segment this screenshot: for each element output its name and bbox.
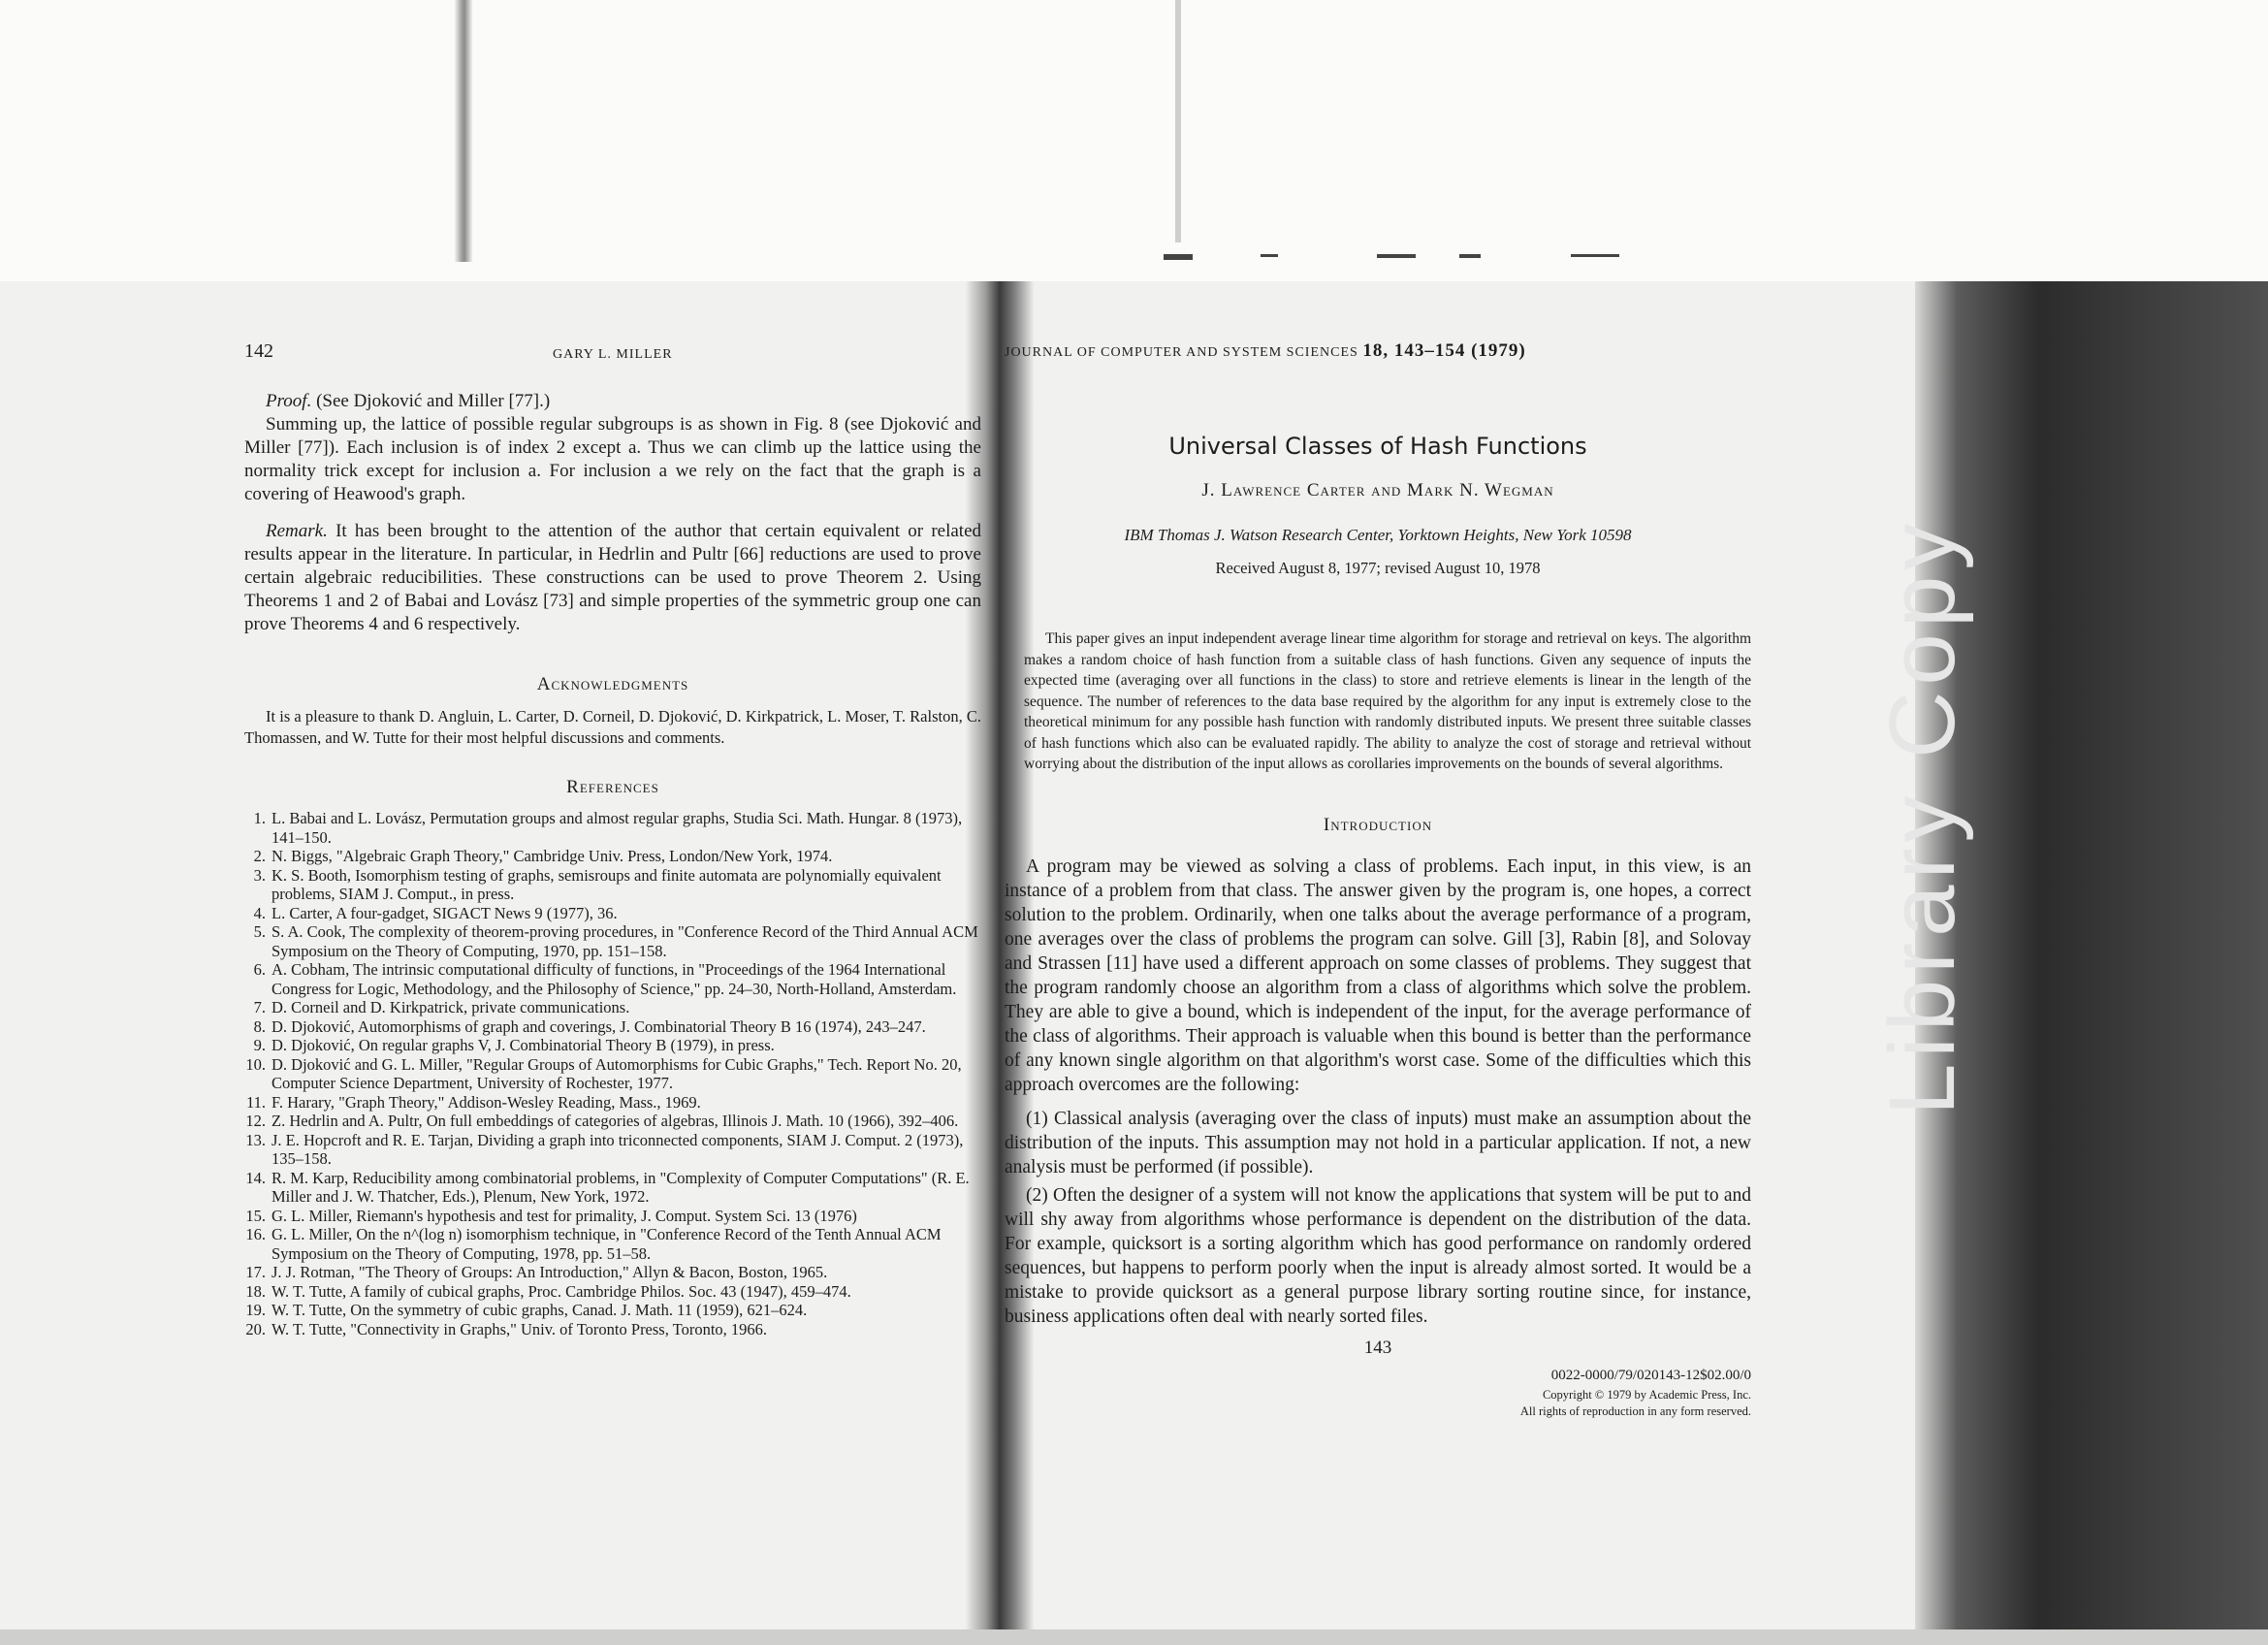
received-date: Received August 8, 1977; revised August 10, 1978 — [1215, 559, 1541, 577]
intro-paragraph-3: (2) Often the designer of a system will not know the applications that system will be put to and will shy away from algorithms whose performance is dependent on the distribution of the data. For example, quicksort is a sorting algorithm which has good performance on randomly ordered sequences, but happens to perform poorly when the input is already almost sorted. It would be a mistake to provide quicksort as a general purpose library sorting routine since, for instance, business applications often deal with nearly sorted files. — [1005, 1184, 1751, 1327]
reference-number: 6. — [253, 960, 266, 979]
reference-text: S. A. Cook, The complexity of theorem-proving procedures, in "Conference Record of the Third Annual ACM Symposium on the Theory of Computing, 1970, pp. 151–158. — [272, 922, 978, 960]
reference-item — [244, 1225, 981, 1263]
reference-text: D. Corneil and D. Kirkpatrick, private communications. — [272, 998, 630, 1016]
reference-item — [244, 1055, 981, 1093]
reference-text: R. M. Karp, Reducibility among combinatorial problems, in "Complexity of Computer Computations" (R. E. Miller and J. W. Thatcher, Eds.), Plenum, New York, 1972. — [272, 1168, 970, 1206]
left-page-header — [244, 339, 981, 363]
reference-number: 7. — [253, 998, 266, 1016]
article-code: 0022-0000/79/020143-12$02.00/0 — [1550, 1367, 1751, 1383]
reference-number: 20. — [245, 1319, 266, 1339]
remark-text: It has been brought to the attention of the author that certain equivalent or related results appear in the literature. In particular, in Hedrlin and Pultr [66] reductions are used to prove certain algebraic reducibilities. These constructions can be used to prove Theorem 2. Using Theorems 1 and 2 of Babai and Lovász [73] and simple properties of the symmetric group one can prove Theorems 4 and 6 respectively. — [244, 521, 982, 634]
reference-text: J. E. Hopcroft and R. E. Tarjan, Dividing a graph into triconnected components, SIAM J. Comput. 2 (1973), 135–158. — [272, 1130, 964, 1168]
reference-item — [244, 809, 981, 847]
abstract: This paper gives an input independent average linear time algorithm for storage and retrieval on keys. The algorithm makes a random choice of hash function from a suitable class of hash functions. Given any sequence of inputs the expected time (averaging over all functions in the class) to store and retrieve elements is linear in the length of the sequence. The number of references to the data base required by the algorithm for any input is extremely close to the theoretical minimum for any possible hash function with randomly distributed inputs. We present three suitable classes of hash functions which also can be evaluated rapidly. The ability to analyze the cost of storage and retrieval without worrying about the distribution of the input allows as corollaries improvements on the bounds of several algorithms. — [1024, 630, 1751, 772]
reference-item — [244, 1282, 981, 1302]
reference-text: Z. Hedrlin and A. Pultr, On full embeddings of categories of algebras, Illinois J. Math. 10 (1966), 392–406. — [272, 1112, 959, 1130]
reference-item — [244, 904, 981, 923]
scan-bottom-strip — [0, 1629, 2268, 1645]
right-page-header — [1005, 339, 1751, 363]
journal-volume: 18, 143–154 (1979) — [1362, 340, 1526, 361]
intro-paragraph-2: (1) Classical analysis (averaging over the class of inputs) must make an assumption about the distribution of the inputs. This assumption may not hold in a particular application. If not, a new analysis must be performed (if possible). — [1005, 1108, 1751, 1177]
scan-background-top — [0, 0, 2268, 281]
scan-smudge — [1164, 254, 1193, 260]
reference-text: N. Biggs, "Algebraic Graph Theory," Cambridge Univ. Press, London/New York, 1974. — [272, 847, 833, 865]
reference-text: D. Djoković, Automorphisms of graph and coverings, J. Combinatorial Theory B 16 (1974), 243–247. — [272, 1016, 926, 1036]
journal-header — [1005, 339, 1526, 365]
reference-number: 12. — [245, 1112, 266, 1130]
reference-text: W. T. Tutte, A family of cubical graphs, Proc. Cambridge Philos. Soc. 43 (1947), 459–474. — [272, 1281, 851, 1301]
spine-label: Library Copy — [1870, 517, 1974, 1115]
reference-number: 2. — [253, 847, 266, 865]
reference-number: 16. — [245, 1225, 266, 1243]
reference-number: 3. — [253, 865, 266, 885]
acknowledgments-heading: Acknowledgments — [536, 674, 689, 694]
reference-item — [244, 998, 981, 1017]
reference-item — [244, 1320, 981, 1339]
reference-item — [244, 866, 981, 904]
reference-item — [244, 922, 981, 960]
reference-number: 11. — [245, 1092, 266, 1112]
reference-number: 15. — [245, 1206, 266, 1225]
reference-number: 13. — [245, 1130, 266, 1149]
reference-text: D. Djoković and G. L. Miller, "Regular Groups of Automorphisms for Cubic Graphs," Tech. Report No. 20, Computer Science Department, University of Rochester, 1977. — [272, 1054, 962, 1092]
reference-item — [244, 1036, 981, 1055]
reference-number: 10. — [245, 1054, 266, 1074]
reference-number: 5. — [253, 922, 266, 941]
binding-shadow-left — [454, 0, 473, 262]
reference-number: 1. — [253, 809, 266, 827]
proof-paragraph — [244, 390, 981, 413]
reference-text: G. L. Miller, Riemann's hypothesis and test for primality, J. Comput. System Sci. 13 (1976) — [272, 1206, 857, 1225]
intro-paragraph-1: A program may be viewed as solving a class of problems. Each input, in this view, is an instance of a problem from that class. The answer given by the program is, one hopes, a correct solution to the problem. Ordinarily, when one talks about the average performance of a program, one averages over the class of problems the program can solve. Gill [3], Rabin [8], and Solovay and Strassen [11] have used a different approach on some classes of problems. They suggest that the program randomly choose an algorithm from a class of algorithms which solve the problem. They are able to give a bound, which is independent of the input, for the average performance of the class of algorithms. Their approach is valuable when this bound is better than the performance of any known single algorithm on that algorithm's worst case. Some of the difficulties which this approach overcomes are the following: — [1005, 855, 1751, 1095]
scan-smudge — [1377, 254, 1416, 258]
journal-name: JOURNAL OF COMPUTER AND SYSTEM SCIENCES — [1005, 345, 1358, 360]
acknowledgments-text: It is a pleasure to thank D. Angluin, L. Carter, D. Corneil, D. Djoković, D. Kirkpatrick, L. Moser, T. Ralston, C. Thomassen, and W. Tutte for their most helpful discussions and comments. — [244, 707, 981, 747]
reference-number: 8. — [253, 1016, 266, 1036]
references-heading: References — [566, 777, 659, 797]
left-page — [244, 339, 981, 1339]
reference-text: D. Djoković, On regular graphs V, J. Combinatorial Theory B (1979), in press. — [272, 1036, 775, 1054]
reference-item — [244, 1207, 981, 1226]
remark-paragraph — [244, 520, 981, 636]
reference-text: J. J. Rotman, "The Theory of Groups: An Introduction," Allyn & Bacon, Boston, 1965. — [272, 1263, 828, 1281]
reference-number: 19. — [245, 1301, 266, 1319]
reference-text: L. Babai and L. Lovász, Permutation groups and almost regular graphs, Studia Sci. Math. Hungar. 8 (1973), 141–150. — [272, 809, 963, 847]
reference-number: 14. — [245, 1168, 266, 1187]
scan-smudge — [1261, 254, 1278, 257]
reference-text: A. Cobham, The intrinsic computational difficulty of functions, in "Proceedings of the 1964 International Congress for Logic, Methodology, and the Philosophy of Science," pp. 24–30, North-Holland, Amsterdam. — [272, 960, 957, 998]
binding-shadow-mid — [1175, 0, 1181, 242]
summary-paragraph: Summing up, the lattice of possible regular subgroups is as shown in Fig. 8 (see Djoković and Miller [77]). Each inclusion is of index 2 except a. Thus we can climb up the lattice using the normality trick except for inclusion a. For inclusion a we rely on the fact that the graph is a covering of Heawood's graph. — [244, 414, 981, 504]
reference-item — [244, 1169, 981, 1207]
reference-text: L. Carter, A four-gadget, SIGACT News 9 (1977), 36. — [272, 903, 618, 922]
page-number-bottom: 143 — [1363, 1337, 1392, 1358]
remark-label: Remark. — [266, 521, 328, 541]
reference-item — [244, 1301, 981, 1320]
scan-smudge — [1459, 254, 1481, 258]
reference-item — [244, 1017, 981, 1037]
reference-text: F. Harary, "Graph Theory," Addison-Wesley Reading, Mass., 1969. — [272, 1092, 701, 1112]
paper-authors: J. Lawrence Carter and Mark N. Wegman — [1201, 480, 1554, 500]
reference-text: K. S. Booth, Isomorphism testing of graphs, semisroups and finite automata are polynomially equivalent problems, SIAM J. Comput., in press. — [272, 865, 942, 903]
reference-item — [244, 960, 981, 998]
reference-item — [244, 1263, 981, 1282]
reference-text: G. L. Miller, On the n^(log n) isomorphism technique, in "Conference Record of the Tenth Annual ACM Symposium on the Theory of Computing, 1978, pp. 51–58. — [272, 1225, 942, 1263]
page-number: 142 — [244, 340, 273, 362]
reference-text: W. T. Tutte, On the symmetry of cubic graphs, Canad. J. Math. 11 (1959), 621–624. — [272, 1301, 808, 1319]
affiliation: IBM Thomas J. Watson Research Center, Yorktown Heights, New York 10598 — [1124, 526, 1632, 544]
scan-smudge — [1571, 254, 1619, 257]
reference-item — [244, 1112, 981, 1131]
reference-item — [244, 1093, 981, 1113]
reference-item — [244, 1131, 981, 1169]
copyright-line: Copyright © 1979 by Academic Press, Inc. — [1542, 1387, 1751, 1402]
proof-label: Proof. — [266, 391, 312, 411]
reference-number: 9. — [253, 1036, 266, 1054]
introduction-heading: Introduction — [1323, 814, 1433, 835]
reference-number: 17. — [245, 1263, 266, 1281]
reference-text: W. T. Tutte, "Connectivity in Graphs," Univ. of Toronto Press, Toronto, 1966. — [272, 1319, 768, 1339]
proof-text: (See Djoković and Miller [77].) — [316, 391, 551, 411]
references-list — [244, 809, 981, 1339]
running-head: GARY L. MILLER — [553, 347, 673, 362]
paper-title: Universal Classes of Hash Functions — [1168, 433, 1587, 460]
reference-item — [244, 847, 981, 866]
reference-number: 4. — [253, 903, 266, 922]
right-page — [1005, 339, 1751, 1420]
rights-line: All rights of reproduction in any form reserved. — [1519, 1403, 1751, 1418]
reference-number: 18. — [245, 1281, 266, 1301]
